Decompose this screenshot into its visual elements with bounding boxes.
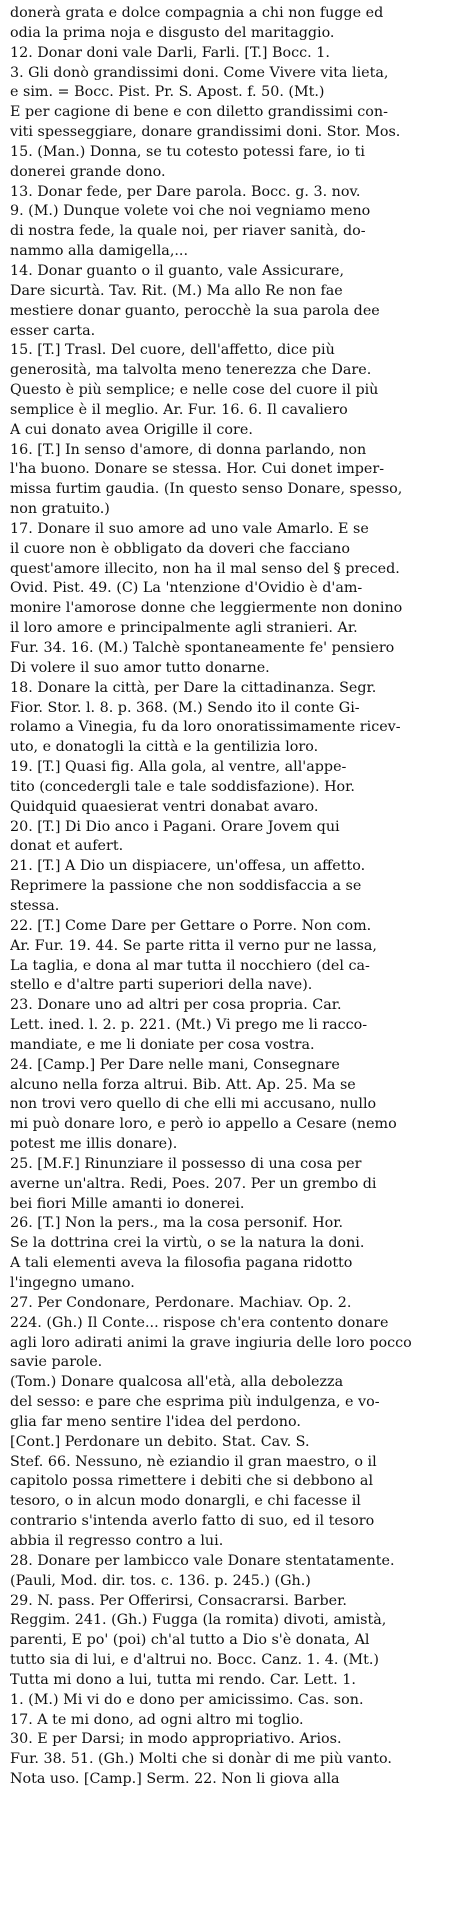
text-line: 9. (M.) Dunque volete voi che noi vegniamo meno — [10, 203, 371, 220]
text-line: Di volere il suo amor tutto donarne. — [10, 659, 270, 676]
dictionary-entry — [10, 1730, 464, 1790]
dictionary-entry — [10, 1592, 464, 1731]
text-line: di nostra fede, la quale noi, per riaver sanità, do- — [10, 223, 366, 240]
text-line: e sim. = Bocc. Pist. Pr. S. Apost. f. 50. (Mt.) — [10, 84, 325, 101]
text-line: contrario s'intenda averlo fatto di suo, ed il tesoro — [10, 1513, 375, 1530]
text-line: mi può donare loro, e però io appello a Cesare (nemo — [10, 1116, 397, 1133]
text-line: semplice è il meglio. Ar. Fur. 16. 6. Il cavaliero — [10, 401, 348, 418]
dictionary-entry — [10, 1056, 464, 1155]
dictionary-entry — [10, 917, 464, 996]
dictionary-entry — [10, 1373, 464, 1433]
text-line: 18. Donare la città, per Dare la cittadinanza. Segr. — [10, 679, 377, 696]
text-line: 28. Donare per lambicco vale Donare stentatamente. — [10, 1552, 395, 1569]
text-line: donerei grande dono. — [10, 163, 166, 180]
text-line: (Pauli, Mod. dir. tos. c. 136. p. 245.) (Gh.) — [10, 1572, 311, 1589]
dictionary-entry — [10, 1552, 464, 1592]
text-line: 25. [M.F.] Rinunziare il possesso di una cosa per — [10, 1155, 362, 1172]
text-line: capitolo possa rimettere i debiti che si debbono al — [10, 1473, 374, 1490]
text-line: 20. [T.] Di Dio anco i Pagani. Orare Jovem qui — [10, 818, 340, 835]
text-line: rolamo a Vinegia, fu da loro onoratissimamente ricev- — [10, 719, 401, 736]
text-line: donat et aufert. — [10, 838, 124, 855]
text-line: Ar. Fur. 19. 44. Se parte ritta il verno pur ne lassa, — [10, 937, 377, 954]
text-line: [Cont.] Perdonare un debito. Stat. Cav. S. — [10, 1433, 310, 1450]
text-line: agli loro adirati animi la grave ingiuria delle loro pocco — [10, 1334, 412, 1351]
text-line: 23. Donare uno ad altri per cosa propria. Car. — [10, 997, 342, 1014]
text-line: Stef. 66. Nessuno, nè eziandio il gran maestro, o il — [10, 1453, 377, 1470]
text-line: Fior. Stor. l. 8. p. 368. (M.) Sendo ito il conte Gi- — [10, 699, 360, 716]
text-line: Reprimere la passione che non soddisfaccia a se — [10, 878, 362, 895]
text-line: Ovid. Pist. 49. (C) La 'ntenzione d'Ovidio è d'am- — [10, 580, 363, 597]
dictionary-entry — [10, 441, 464, 520]
text-line: 13. Donar fede, per Dare parola. Bocc. g. 3. nov. — [10, 183, 361, 200]
dictionary-entry — [10, 44, 464, 183]
text-line: 16. [T.] In senso d'amore, di donna parlando, non — [10, 441, 367, 458]
text-line: 30. E per Darsi; in modo appropriativo. Arios. — [10, 1731, 342, 1748]
text-line: l'ingegno umano. — [10, 1275, 135, 1291]
text-line: stello e d'altre parti superiori della nave). — [10, 977, 313, 994]
text-line: potest me illis donare). — [10, 1136, 178, 1153]
text-line: Fur. 34. 16. (M.) Talchè spontaneamente fe' pensiero — [10, 640, 395, 656]
dictionary-entry — [10, 341, 464, 440]
dictionary-entry — [10, 818, 464, 858]
text-line: 24. [Camp.] Per Dare nelle mani, Consegnare — [10, 1056, 340, 1073]
text-line: Tutta mi dono a lui, tutta mi rendo. Car. Lett. 1. — [10, 1671, 356, 1688]
text-line: Lett. ined. l. 2. p. 221. (Mt.) Vi prego me li racco- — [10, 1017, 368, 1034]
text-line: (Tom.) Donare qualcosa all'età, alla debolezza — [10, 1374, 344, 1391]
text-line: quest'amore illecito, non ha il mal senso del § preced. — [10, 560, 400, 577]
text-line: 21. [T.] A Dio un dispiacere, un'offesa, un affetto. — [10, 858, 366, 875]
text-line: non trovi vero quello di che elli mi accusano, nullo — [10, 1096, 377, 1113]
text-line: odia la prima noja e disgusto del maritaggio. — [10, 24, 335, 41]
text-line: Reggim. 241. (Gh.) Fugga (la romita) divoti, amistà, — [10, 1612, 387, 1629]
text-line: 15. (Man.) Donna, se tu cotesto potessi fare, io ti — [10, 143, 365, 160]
text-line: del sesso: e pare che esprima più indulgenza, e vo- — [10, 1394, 380, 1411]
dictionary-entry — [10, 4, 464, 44]
text-line: il cuore non è obbligato da doveri che facciano — [10, 540, 350, 557]
text-line: nammo alla damigella,... — [10, 243, 188, 260]
dictionary-entry — [10, 679, 464, 758]
text-line: Se la dottrina crei la virtù, o se la natura la doni. — [10, 1235, 365, 1252]
text-line: Quidquid quaesierat ventri donabat avaro. — [10, 798, 319, 815]
dictionary-entry — [10, 1214, 464, 1293]
text-line: Fur. 38. 51. (Gh.) Molti che si donàr di me più vanto. — [10, 1751, 392, 1768]
text-line: missa furtim gaudia. (In questo senso Donare, spesso, — [10, 481, 403, 498]
text-line: abbia il regresso contro a lui. — [10, 1532, 224, 1549]
text-line: tesoro, o in alcun modo donargli, e chi facesse il — [10, 1493, 361, 1510]
text-line: 12. Donar doni vale Darli, Farli. [T.] Bocc. 1. — [10, 44, 330, 61]
dictionary-entry — [10, 758, 464, 818]
dictionary-entry — [10, 183, 464, 262]
text-line: glia far meno sentire l'idea del perdono. — [10, 1413, 301, 1430]
text-line: non gratuito.) — [10, 501, 110, 518]
dictionary-entry — [10, 996, 464, 1056]
text-line: averne un'altra. Redi, Poes. 207. Per un grembo di — [10, 1175, 377, 1192]
text-line: l'ha buono. Donare se stessa. Hor. Cui donet imper- — [10, 461, 385, 478]
text-line: A cui donato avea Origille il core. — [10, 421, 253, 438]
text-line: stessa. — [10, 897, 60, 914]
text-line: parenti, E po' (poi) ch'al tutto a Dio s'è donata, Al — [10, 1632, 370, 1649]
text-line: generosità, ma talvolta meno tenerezza che Dare. — [10, 362, 372, 379]
text-line: monire l'amorose donne che leggiermente non donino — [10, 600, 403, 617]
text-line: 14. Donar guanto o il guanto, vale Assicurare, — [10, 262, 344, 279]
dictionary-entry — [10, 1294, 464, 1373]
text-line: Questo è più semplice; e nelle cose del cuore il più — [10, 382, 379, 399]
text-line: 27. Per Condonare, Perdonare. Machiav. Op. 2. — [10, 1294, 352, 1311]
dictionary-entry — [10, 1155, 464, 1215]
text-line: alcuno nella forza altrui. Bib. Att. Ap. 25. Ma se — [10, 1076, 356, 1093]
text-line: donerà grata e dolce compagnia a chi non fugge ed — [10, 5, 384, 21]
text-line: tutto sia di lui, e d'altrui no. Bocc. Canz. 1. 4. (Mt.) — [10, 1652, 379, 1669]
text-line: mandiate, e me li doniate per cosa vostra. — [10, 1036, 315, 1053]
text-line: 17. A te mi dono, ad ogni altro mi toglio. — [10, 1711, 304, 1728]
text-line: 1. (M.) Mi vi do e dono per amicissimo. Cas. son. — [10, 1691, 364, 1708]
text-line: Nota uso. [Camp.] Serm. 22. Non li giova alla — [10, 1771, 340, 1788]
text-line: savie parole. — [10, 1354, 103, 1371]
text-line: 17. Donare il suo amore ad uno vale Amarlo. E se — [10, 520, 369, 537]
text-line: mestiere donar guanto, perocchè la sua parola dee — [10, 302, 380, 319]
text-line: bei fiori Mille amanti io donerei. — [10, 1195, 245, 1212]
text-line: tito (concedergli tale e tale soddisfazione). Hor. — [10, 778, 355, 795]
text-line: 3. Gli donò grandissimi doni. Come Vivere vita lieta, — [10, 64, 389, 81]
dictionary-entry — [10, 1433, 464, 1552]
text-line: 19. [T.] Quasi fig. Alla gola, al ventre, all'appe- — [10, 759, 347, 776]
text-line: 29. N. pass. Per Offerirsi, Consacrarsi. Barber. — [10, 1592, 347, 1609]
text-line: 15. [T.] Trasl. Del cuore, dell'affetto, dice più — [10, 342, 335, 359]
text-line: 26. [T.] Non la pers., ma la cosa personif. Hor. — [10, 1215, 344, 1232]
text-line: il loro amore e principalmente agli stranieri. Ar. — [10, 620, 358, 637]
dictionary-entry — [10, 520, 464, 679]
text-line: Dare sicurtà. Tav. Rit. (M.) Ma allo Re non fae — [10, 282, 343, 299]
dictionary-entry — [10, 857, 464, 917]
text-line: 224. (Gh.) Il Conte... rispose ch'era contento donare — [10, 1314, 389, 1331]
text-line: esser carta. — [10, 322, 96, 339]
text-line: La taglia, e dona al mar tutta il nocchiero (del ca- — [10, 957, 370, 974]
text-line: E per cagione di bene e con diletto grandissimi con- — [10, 104, 388, 121]
text-line: 22. [T.] Come Dare per Gettare o Porre. Non com. — [10, 917, 372, 934]
text-line: A tali elementi aveva la filosofia pagana ridotto — [10, 1255, 353, 1272]
text-line: viti spesseggiare, donare grandissimi doni. Stor. Mos. — [10, 124, 401, 141]
text-line: uto, e donatogli la città e la gentilizia loro. — [10, 739, 319, 756]
dictionary-entry — [10, 262, 464, 341]
